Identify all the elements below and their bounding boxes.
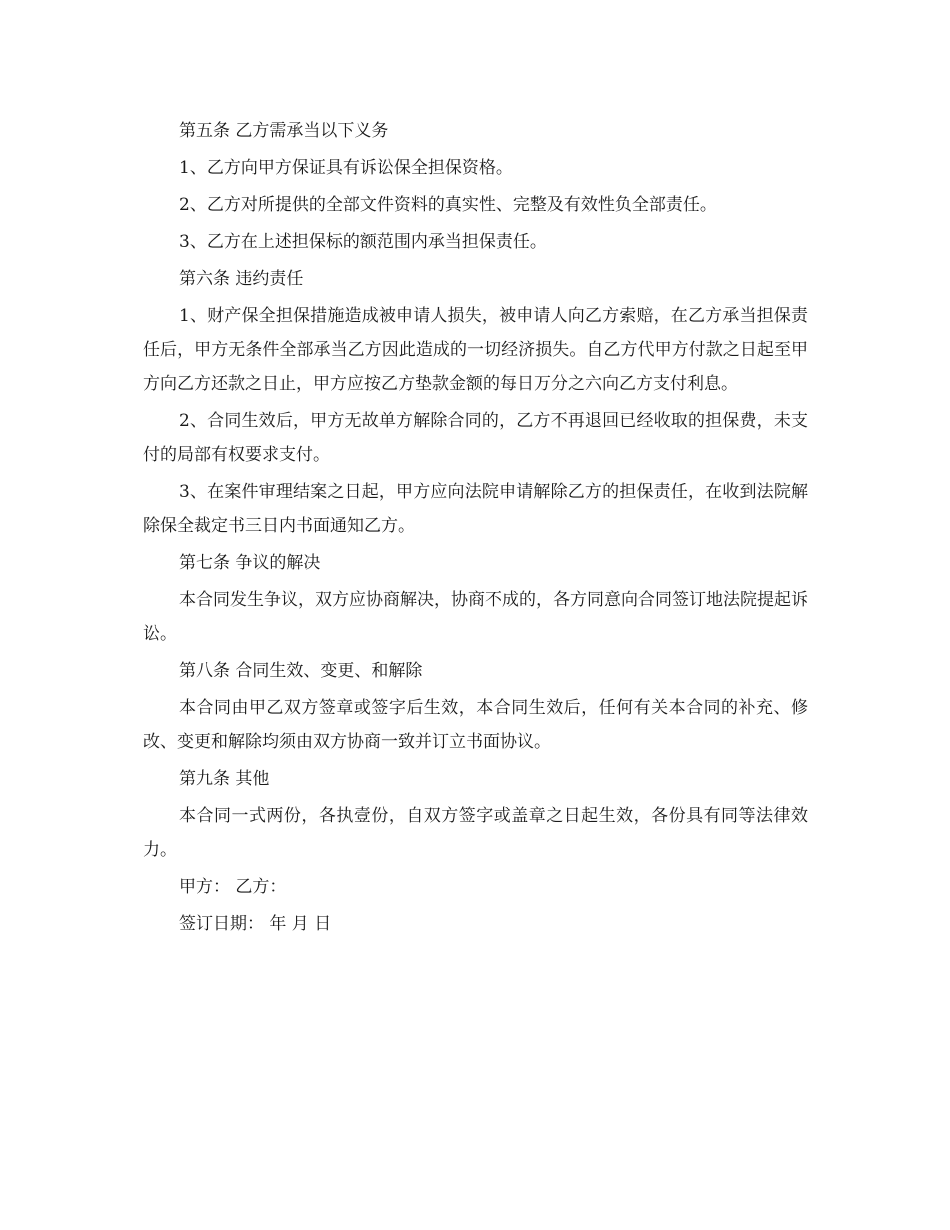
article-5-clause-2: 2、乙方对所提供的全部文件资料的真实性、完整及有效性负全部责任。 xyxy=(179,195,717,215)
article-7-heading: 第七条 争议的解决 xyxy=(179,553,321,573)
article-6-clause-1: 1、财产保全担保措施造成被申请人损失，被申请人向乙方索赔，在乙方承当担保责任后，甲方无条件全部承当乙方因此造成的一切经济损失。自乙方代甲方付款之日起至甲方向乙方还款之日止，甲方应按乙方垫款金额的每日万分之六向乙方支付利息。 xyxy=(143,306,808,394)
article-6-clause-3: 3、在案件审理结案之日起，甲方应向法院申请解除乙方的担保责任，在收到法院解除保全裁定书三日内书面通知乙方。 xyxy=(143,482,808,536)
article-6-heading: 第六条 违约责任 xyxy=(179,269,304,289)
article-9-heading: 第九条 其他 xyxy=(179,769,270,789)
article-6-clause-2: 2、合同生效后，甲方无故单方解除合同的，乙方不再退回已经收取的担保费，未支付的局部有权要求支付。 xyxy=(143,411,808,465)
document-body xyxy=(143,114,808,944)
article-8-body: 本合同由甲乙双方签章或签字后生效，本合同生效后，任何有关本合同的补充、修改、变更和解除均须由双方协商一致并订立书面协议。 xyxy=(143,698,808,752)
article-7-body: 本合同发生争议，双方应协商解决，协商不成的，各方同意向合同签订地法院提起诉讼。 xyxy=(143,590,808,644)
signature-parties: 甲方： 乙方： xyxy=(179,877,287,897)
article-8-heading: 第八条 合同生效、变更、和解除 xyxy=(179,661,423,681)
article-9-body: 本合同一式两份，各执壹份，自双方签字或盖章之日起生效，各份具有同等法律效力。 xyxy=(143,806,808,860)
article-5-clause-3: 3、乙方在上述担保标的额范围内承当担保责任。 xyxy=(179,232,547,252)
article-5-clause-1: 1、乙方向甲方保证具有诉讼保全担保资格。 xyxy=(179,158,513,178)
signing-date: 签订日期： 年 月 日 xyxy=(179,914,332,934)
article-5-heading: 第五条 乙方需承当以下义务 xyxy=(179,121,389,141)
